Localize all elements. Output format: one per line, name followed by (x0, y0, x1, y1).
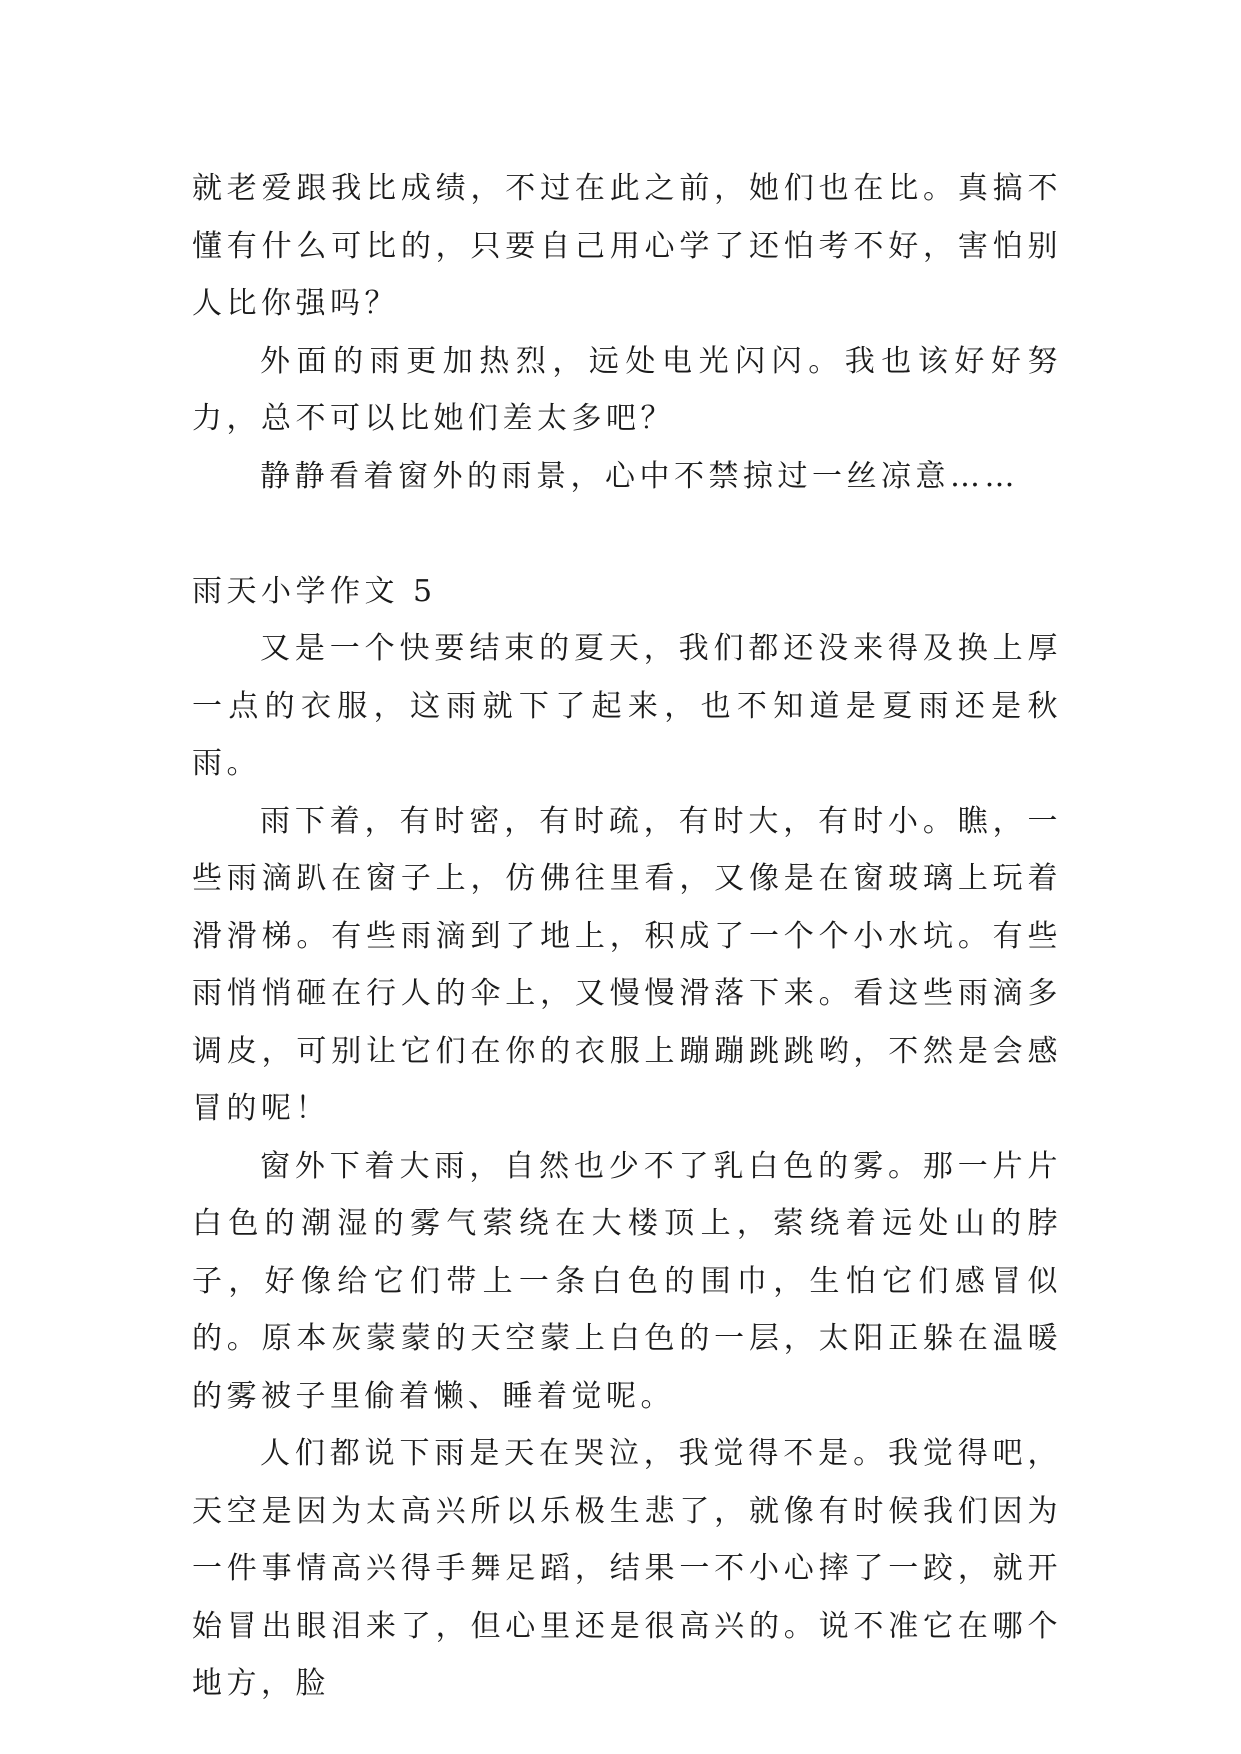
continuation-paragraph-2: 外面的雨更加热烈，远处电光闪闪。我也该好好努力，总不可以比她们差太多吧？ (192, 343, 1062, 436)
section-title: 雨天小学作文 5 (192, 573, 437, 609)
section-paragraph-2: 雨下着，有时密，有时疏，有时大，有时小。瞧，一些雨滴趴在窗子上，仿佛往里看，又像是在窗玻璃上玩着滑滑梯。有些雨滴到了地上，积成了一个个小水坑。有些雨悄悄砸在行人的伞上，又慢慢滑落下来。看这些雨滴多调皮，可别让它们在你的衣服上蹦蹦跳跳哟，不然是会感冒的呢！ (192, 803, 1062, 1126)
document-body (192, 160, 1062, 1713)
section-paragraph-3: 窗外下着大雨，自然也少不了乳白色的雾。那一片片白色的潮湿的雾气萦绕在大楼顶上，萦绕着远处山的脖子，好像给它们带上一条白色的围巾，生怕它们感冒似的。原本灰蒙蒙的天空蒙上白色的一层，太阳正躲在温暖的雾被子里偷着懒、睡着觉呢。 (192, 1148, 1062, 1414)
section-spacer (192, 505, 1062, 563)
continuation-paragraph-3: 静静看着窗外的雨景，心中不禁掠过一丝凉意…… (260, 458, 1019, 494)
section-paragraph-1: 又是一个快要结束的夏天，我们都还没来得及换上厚一点的衣服，这雨就下了起来，也不知道是夏雨还是秋雨。 (192, 631, 1062, 781)
continuation-paragraph-1: 就老爱跟我比成绩，不过在此之前，她们也在比。真搞不懂有什么可比的，只要自己用心学了还怕考不好，害怕别人比你强吗？ (192, 171, 1062, 321)
section-paragraph-4: 人们都说下雨是天在哭泣，我觉得不是。我觉得吧，天空是因为太高兴所以乐极生悲了，就像有时候我们因为一件事情高兴得手舞足蹈，结果一不小心摔了一跤，就开始冒出眼泪来了，但心里还是很高兴的。说不准它在哪个地方，脸 (192, 1436, 1062, 1701)
